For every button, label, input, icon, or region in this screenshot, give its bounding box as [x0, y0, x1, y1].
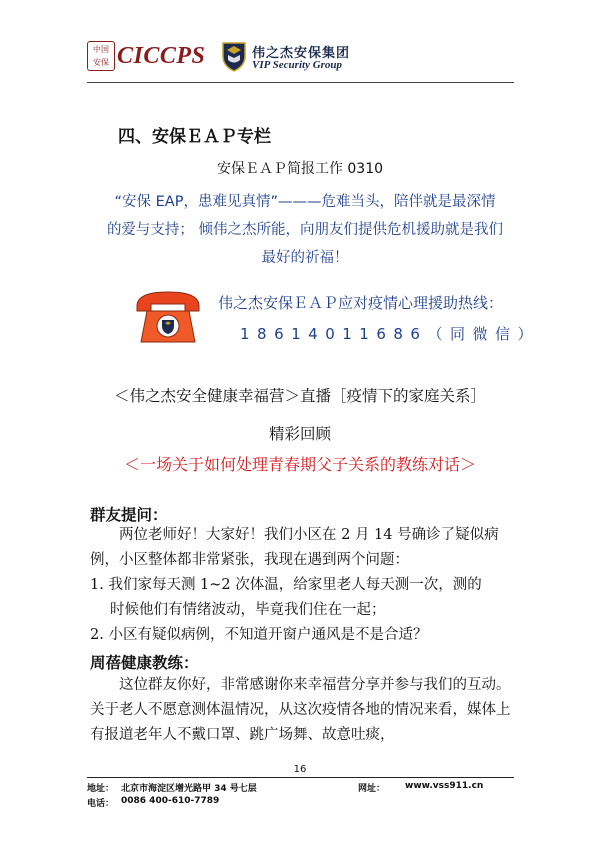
vip-group-name-cn: 伟之杰安保集团 — [252, 46, 351, 61]
intro-line: “安保 EAP，患难见真情”———危难当头，陪伴就是最深情 — [114, 194, 496, 210]
question-item-1-continued: 时候他们有情绪波动，毕竟我们住在一起； — [110, 602, 386, 618]
question-body — [90, 523, 520, 648]
question-intro: 两位老师好！大家好！我们小区在 2 月 14 号确诊了疑似病例，小区整体都非常紧张，我现在遇到两个问题： — [90, 527, 499, 568]
briefing-subtitle: 安保ＥＡＰ简报工作 0310 — [216, 161, 384, 177]
vip-shield-logo — [221, 40, 247, 72]
header-divider — [87, 82, 514, 83]
hotline-label: 伟之杰安保ＥＡＰ应对疫情心理援助热线： — [218, 294, 504, 312]
question-item-2: 2. 小区有疑似病例，不知道开窗户通风是不是合适？ — [90, 627, 428, 643]
seal-text: 中国安保 — [93, 45, 109, 67]
intro-line: 最好的祈福！ — [261, 250, 349, 266]
answer-text: 这位群友你好，非常感谢你来幸福营分享并参与我们的互动。关于老人不愿意测体温情况，从这次疫情各地的情况来看，媒体上有报道老年人不戴口罩、跳广场舞、故意吐痰， — [90, 677, 511, 743]
question-item-1: 1. 我们家每天测 1~2 次体温，给家里老人每天测一次，测的 — [90, 577, 482, 593]
section-title: 四、安保ＥＡＰ专栏 — [118, 127, 271, 147]
answer-heading: 周蓓健康教练： — [90, 654, 199, 672]
live-stream-title: ＜伟之杰安全健康幸福营＞直播［疫情下的家庭关系］ — [113, 387, 486, 405]
replay-heading: 精彩回顾 — [268, 425, 331, 443]
vip-group-name-en: VIP Security Group — [252, 59, 343, 71]
footer-divider — [87, 777, 514, 778]
address-text: 北京市海淀区增光路甲 34 号七层 — [121, 784, 257, 794]
phone-label: 电话： — [87, 799, 115, 809]
ciccps-logo-text: CICCPS — [117, 43, 206, 69]
topic-heading: ＜一场关于如何处理青春期父子关系的教练对话＞ — [123, 455, 476, 474]
address-label: 地址： — [87, 784, 115, 794]
phone-number: 0086 400-610-7789 — [121, 796, 220, 806]
intro-line: 的爱与支持； 倾伟之杰所能，向朋友们提供危机援助就是我们 — [106, 222, 504, 238]
intro-paragraph — [95, 188, 515, 272]
website-label: 网址： — [358, 784, 386, 794]
answer-body — [90, 673, 520, 748]
website-link[interactable]: www.vss911.cn — [405, 781, 484, 791]
hotline-number: 18614011686（同微信） — [240, 325, 540, 343]
telephone-icon — [133, 284, 203, 346]
page-number: 16 — [293, 764, 307, 775]
ciccps-seal-logo — [87, 41, 115, 71]
question-heading: 群友提问： — [90, 506, 168, 524]
